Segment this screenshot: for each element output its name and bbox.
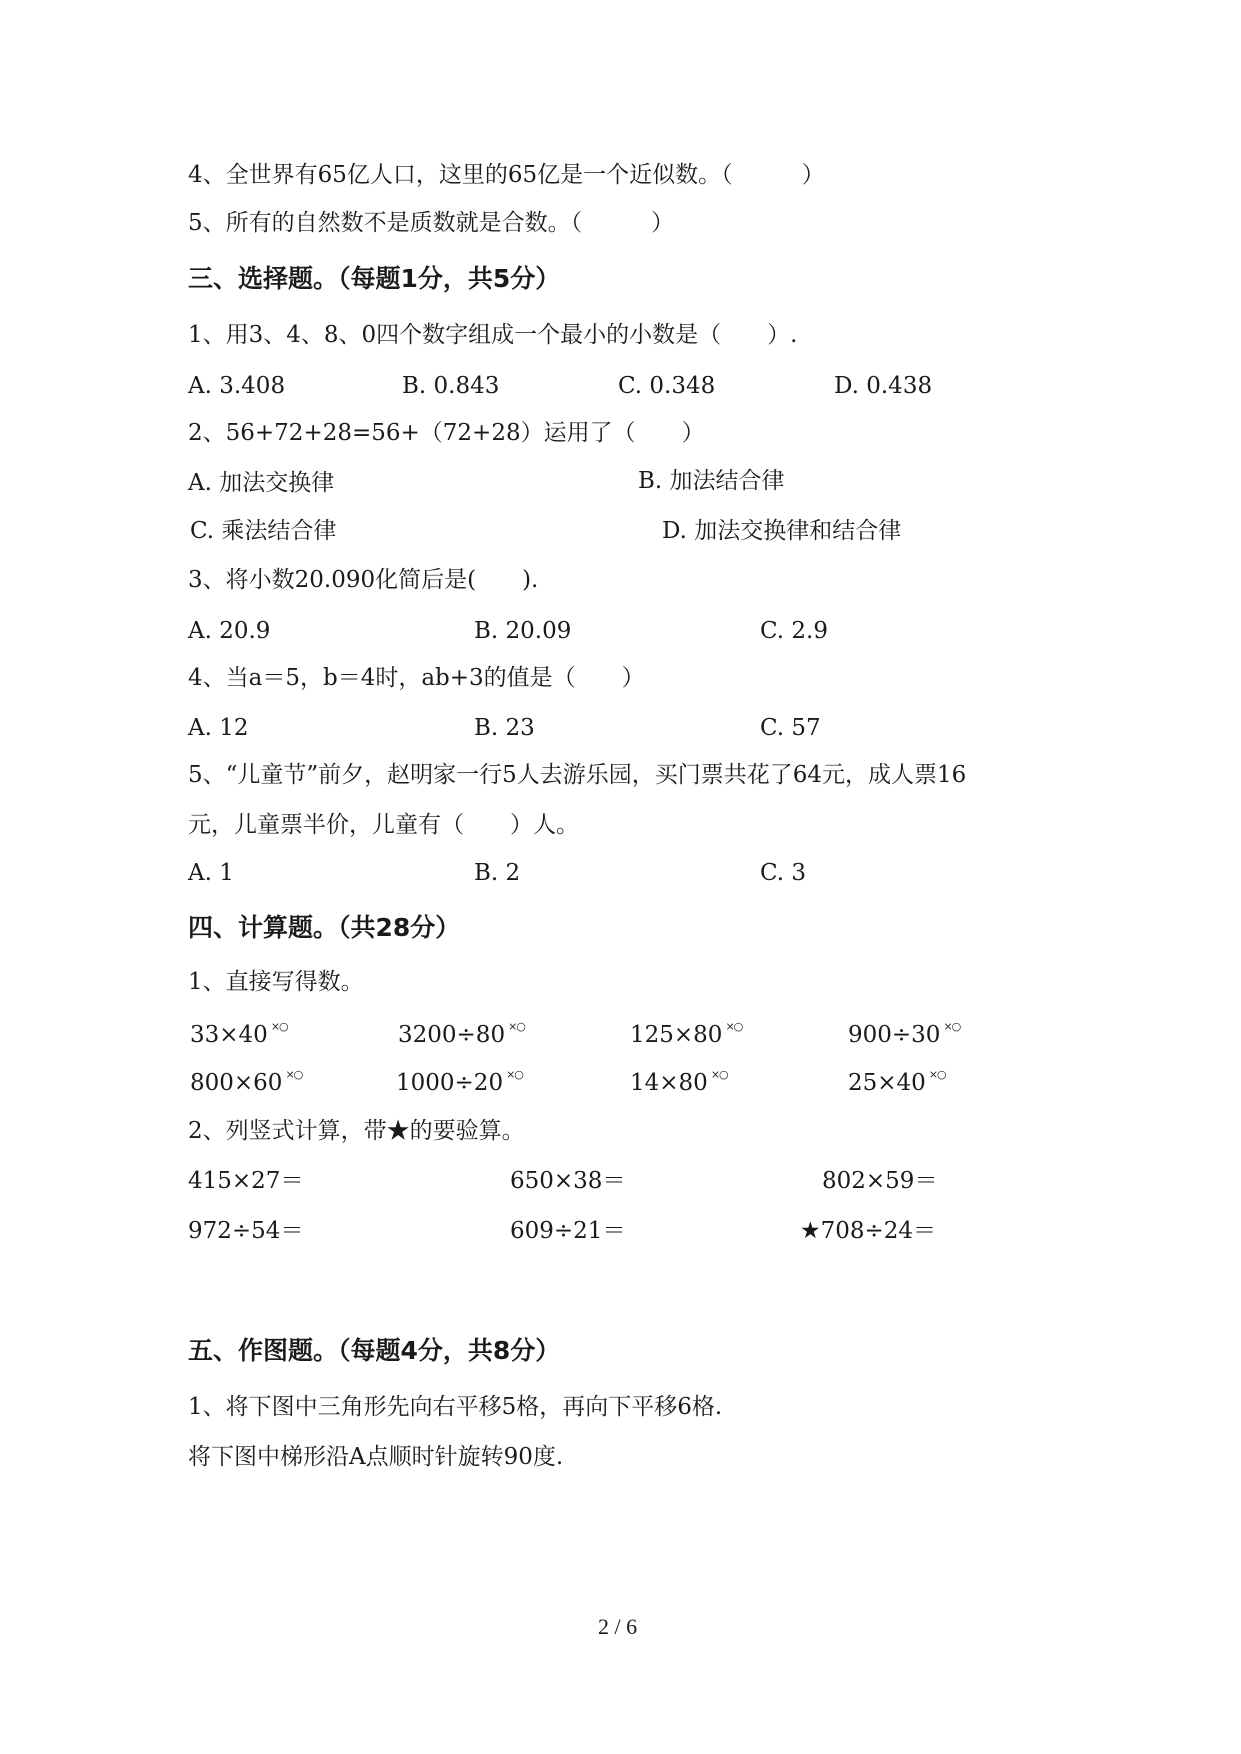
vertical-calc-item: 802×59＝	[822, 1168, 938, 1194]
s3-q5-stem-line1: 5、“儿童节”前夕，赵明家一行5人去游乐园，买门票共花了64元，成人票16	[188, 762, 967, 788]
vertical-calc-item: 415×27＝	[188, 1168, 304, 1194]
s3-q4-stem: 4、当a＝5，b＝4时，ab+3的值是（ ）	[188, 665, 645, 691]
s5-line2: 将下图中梯形沿A点顺时针旋转90度.	[188, 1444, 564, 1470]
mental-calc-item: 14×80 ×○	[630, 1068, 728, 1096]
section-4-title: 四、计算题。（共28分）	[188, 913, 461, 942]
s3-q5-option-c: C. 3	[760, 860, 807, 886]
mental-calc-item: 25×40 ×○	[848, 1068, 946, 1096]
section-3-title: 三、选择题。（每题1分，共5分）	[188, 264, 561, 293]
mental-calc-item: 1000÷20 ×○	[396, 1068, 523, 1096]
s3-q5-option-a: A. 1	[188, 860, 234, 886]
mental-calc-item: 900÷30 ×○	[848, 1020, 961, 1048]
vertical-calc-item: 650×38＝	[510, 1168, 626, 1194]
s3-q5-stem-line2: 元，儿童票半价，儿童有（ ）人。	[188, 812, 579, 838]
s3-q1-option-d: D. 0.438	[834, 373, 933, 399]
mental-calc-item: 800×60 ×○	[190, 1068, 303, 1096]
vertical-calc-item: 609÷21＝	[510, 1218, 626, 1244]
vertical-calc-item: 972÷54＝	[188, 1218, 304, 1244]
s3-q4-option-b: B. 23	[474, 715, 535, 741]
s4-q1-stem: 1、直接写得数。	[188, 969, 364, 995]
mental-calc-item: 125×80 ×○	[630, 1020, 743, 1048]
s5-line1: 1、将下图中三角形先向右平移5格，再向下平移6格.	[188, 1394, 723, 1420]
s3-q3-option-b: B. 20.09	[474, 618, 572, 644]
section-5-title: 五、作图题。（每题4分，共8分）	[188, 1336, 561, 1365]
s3-q4-option-a: A. 12	[188, 715, 249, 741]
s3-q2-option-c: C. 乘法结合律	[190, 518, 337, 544]
page-number: 2 / 6	[598, 1614, 638, 1639]
s3-q3-option-c: C. 2.9	[760, 618, 828, 644]
judge-q5: 5、所有的自然数不是质数就是合数。（ ）	[188, 210, 675, 236]
s4-q2-stem: 2、列竖式计算，带★的要验算。	[188, 1118, 525, 1144]
s3-q3-option-a: A. 20.9	[188, 618, 271, 644]
s3-q1-option-c: C. 0.348	[618, 373, 716, 399]
vertical-calc-item: ★708÷24＝	[800, 1218, 937, 1244]
judge-q4: 4、全世界有65亿人口，这里的65亿是一个近似数。（ ）	[188, 162, 825, 188]
s3-q1-option-a: A. 3.408	[188, 373, 286, 399]
mental-calc-item: 3200÷80 ×○	[398, 1020, 525, 1048]
mental-calc-item: 33×40 ×○	[190, 1020, 288, 1048]
s3-q2-stem: 2、56+72+28=56+（72+28）运用了（ ）	[188, 420, 705, 446]
s3-q2-option-a: A. 加法交换律	[188, 470, 335, 496]
s3-q1-option-b: B. 0.843	[402, 373, 500, 399]
s3-q1-stem: 1、用3、4、8、0四个数字组成一个最小的小数是（ ）.	[188, 322, 798, 348]
s3-q5-option-b: B. 2	[474, 860, 521, 886]
s3-q2-option-d: D. 加法交换律和结合律	[662, 518, 902, 544]
s3-q2-option-b: B. 加法结合律	[638, 468, 785, 494]
s3-q4-option-c: C. 57	[760, 715, 821, 741]
s3-q3-stem: 3、将小数20.090化简后是( ).	[188, 567, 539, 593]
